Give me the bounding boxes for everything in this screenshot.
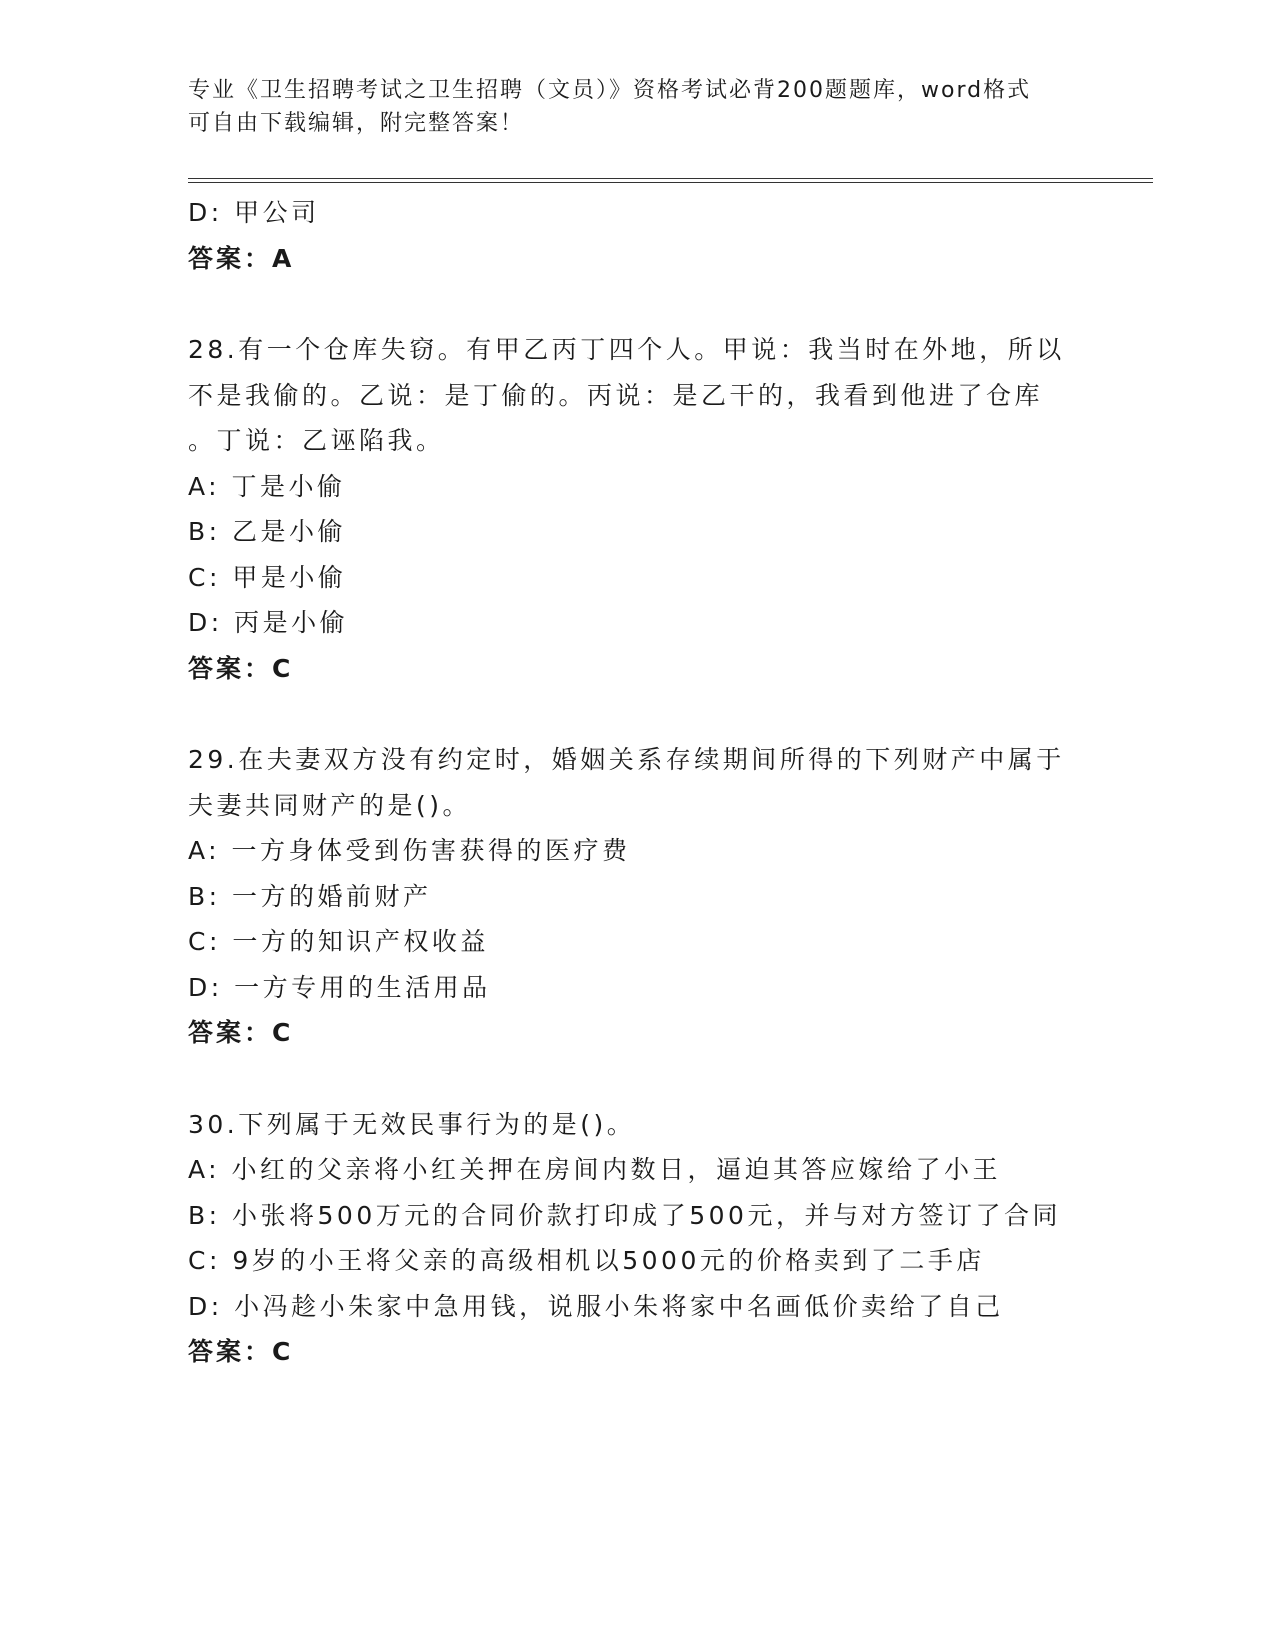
- question-stem-line: 。丁说：乙诬陷我。: [188, 426, 445, 455]
- option-b: B: 一方的婚前财产: [188, 881, 432, 911]
- answer-line: 答案：C: [188, 1337, 294, 1366]
- option-d: D: 小冯趁小朱家中急用钱，说服小朱将家中名画低价卖给了自己: [188, 1291, 1004, 1321]
- question-28: [188, 327, 1128, 691]
- option-c: C: 甲是小偷: [188, 562, 347, 592]
- spacer: [188, 691, 1128, 737]
- question-stem-line: 夫妻共同财产的是()。: [188, 790, 472, 820]
- option-b: B: 小张将500万元的合同价款打印成了500元，并与对方签订了合同: [188, 1200, 1061, 1230]
- option-d: D: 甲公司: [188, 198, 320, 227]
- option-d: D: 一方专用的生活用品: [188, 972, 491, 1002]
- option-a: A: 丁是小偷: [188, 471, 346, 501]
- option-d: D: 丙是小偷: [188, 608, 349, 637]
- previous-question-tail: [188, 190, 1128, 281]
- question-stem-line: 28.有一个仓库失窃。有甲乙丙丁四个人。甲说：我当时在外地，所以: [188, 335, 1065, 364]
- spacer: [188, 281, 1128, 327]
- page-header: [188, 74, 1088, 140]
- question-stem-line: 不是我偷的。乙说：是丁偷的。丙说：是乙干的，我看到他进了仓库: [188, 380, 1044, 410]
- header-title-line-1: 专业《卫生招聘考试之卫生招聘（文员）》资格考试必背200题题库，word格式: [188, 78, 1032, 103]
- question-29: [188, 737, 1128, 1056]
- question-stem-line: 29.在夫妻双方没有约定时，婚姻关系存续期间所得的下列财产中属于: [188, 745, 1065, 774]
- header-divider: [188, 178, 1153, 183]
- option-a: A: 小红的父亲将小红关押在房间内数日，逼迫其答应嫁给了小王: [188, 1155, 1002, 1184]
- question-30: [188, 1102, 1128, 1375]
- question-stem-line: 30.下列属于无效民事行为的是()。: [188, 1109, 636, 1139]
- option-c: C: 一方的知识产权收益: [188, 927, 489, 956]
- answer-line: 答案：A: [188, 243, 295, 273]
- answer-line: 答案：C: [188, 653, 294, 683]
- header-title-line-2: 可自由下载编辑，附完整答案！: [188, 111, 525, 136]
- spacer: [188, 1056, 1128, 1102]
- option-b: B: 乙是小偷: [188, 517, 347, 546]
- option-c: C: 9岁的小王将父亲的高级相机以5000元的价格卖到了二手店: [188, 1246, 985, 1275]
- question-content: [188, 190, 1128, 1375]
- option-a: A: 一方身体受到伤害获得的医疗费: [188, 836, 631, 865]
- answer-line: 答案：C: [188, 1018, 294, 1047]
